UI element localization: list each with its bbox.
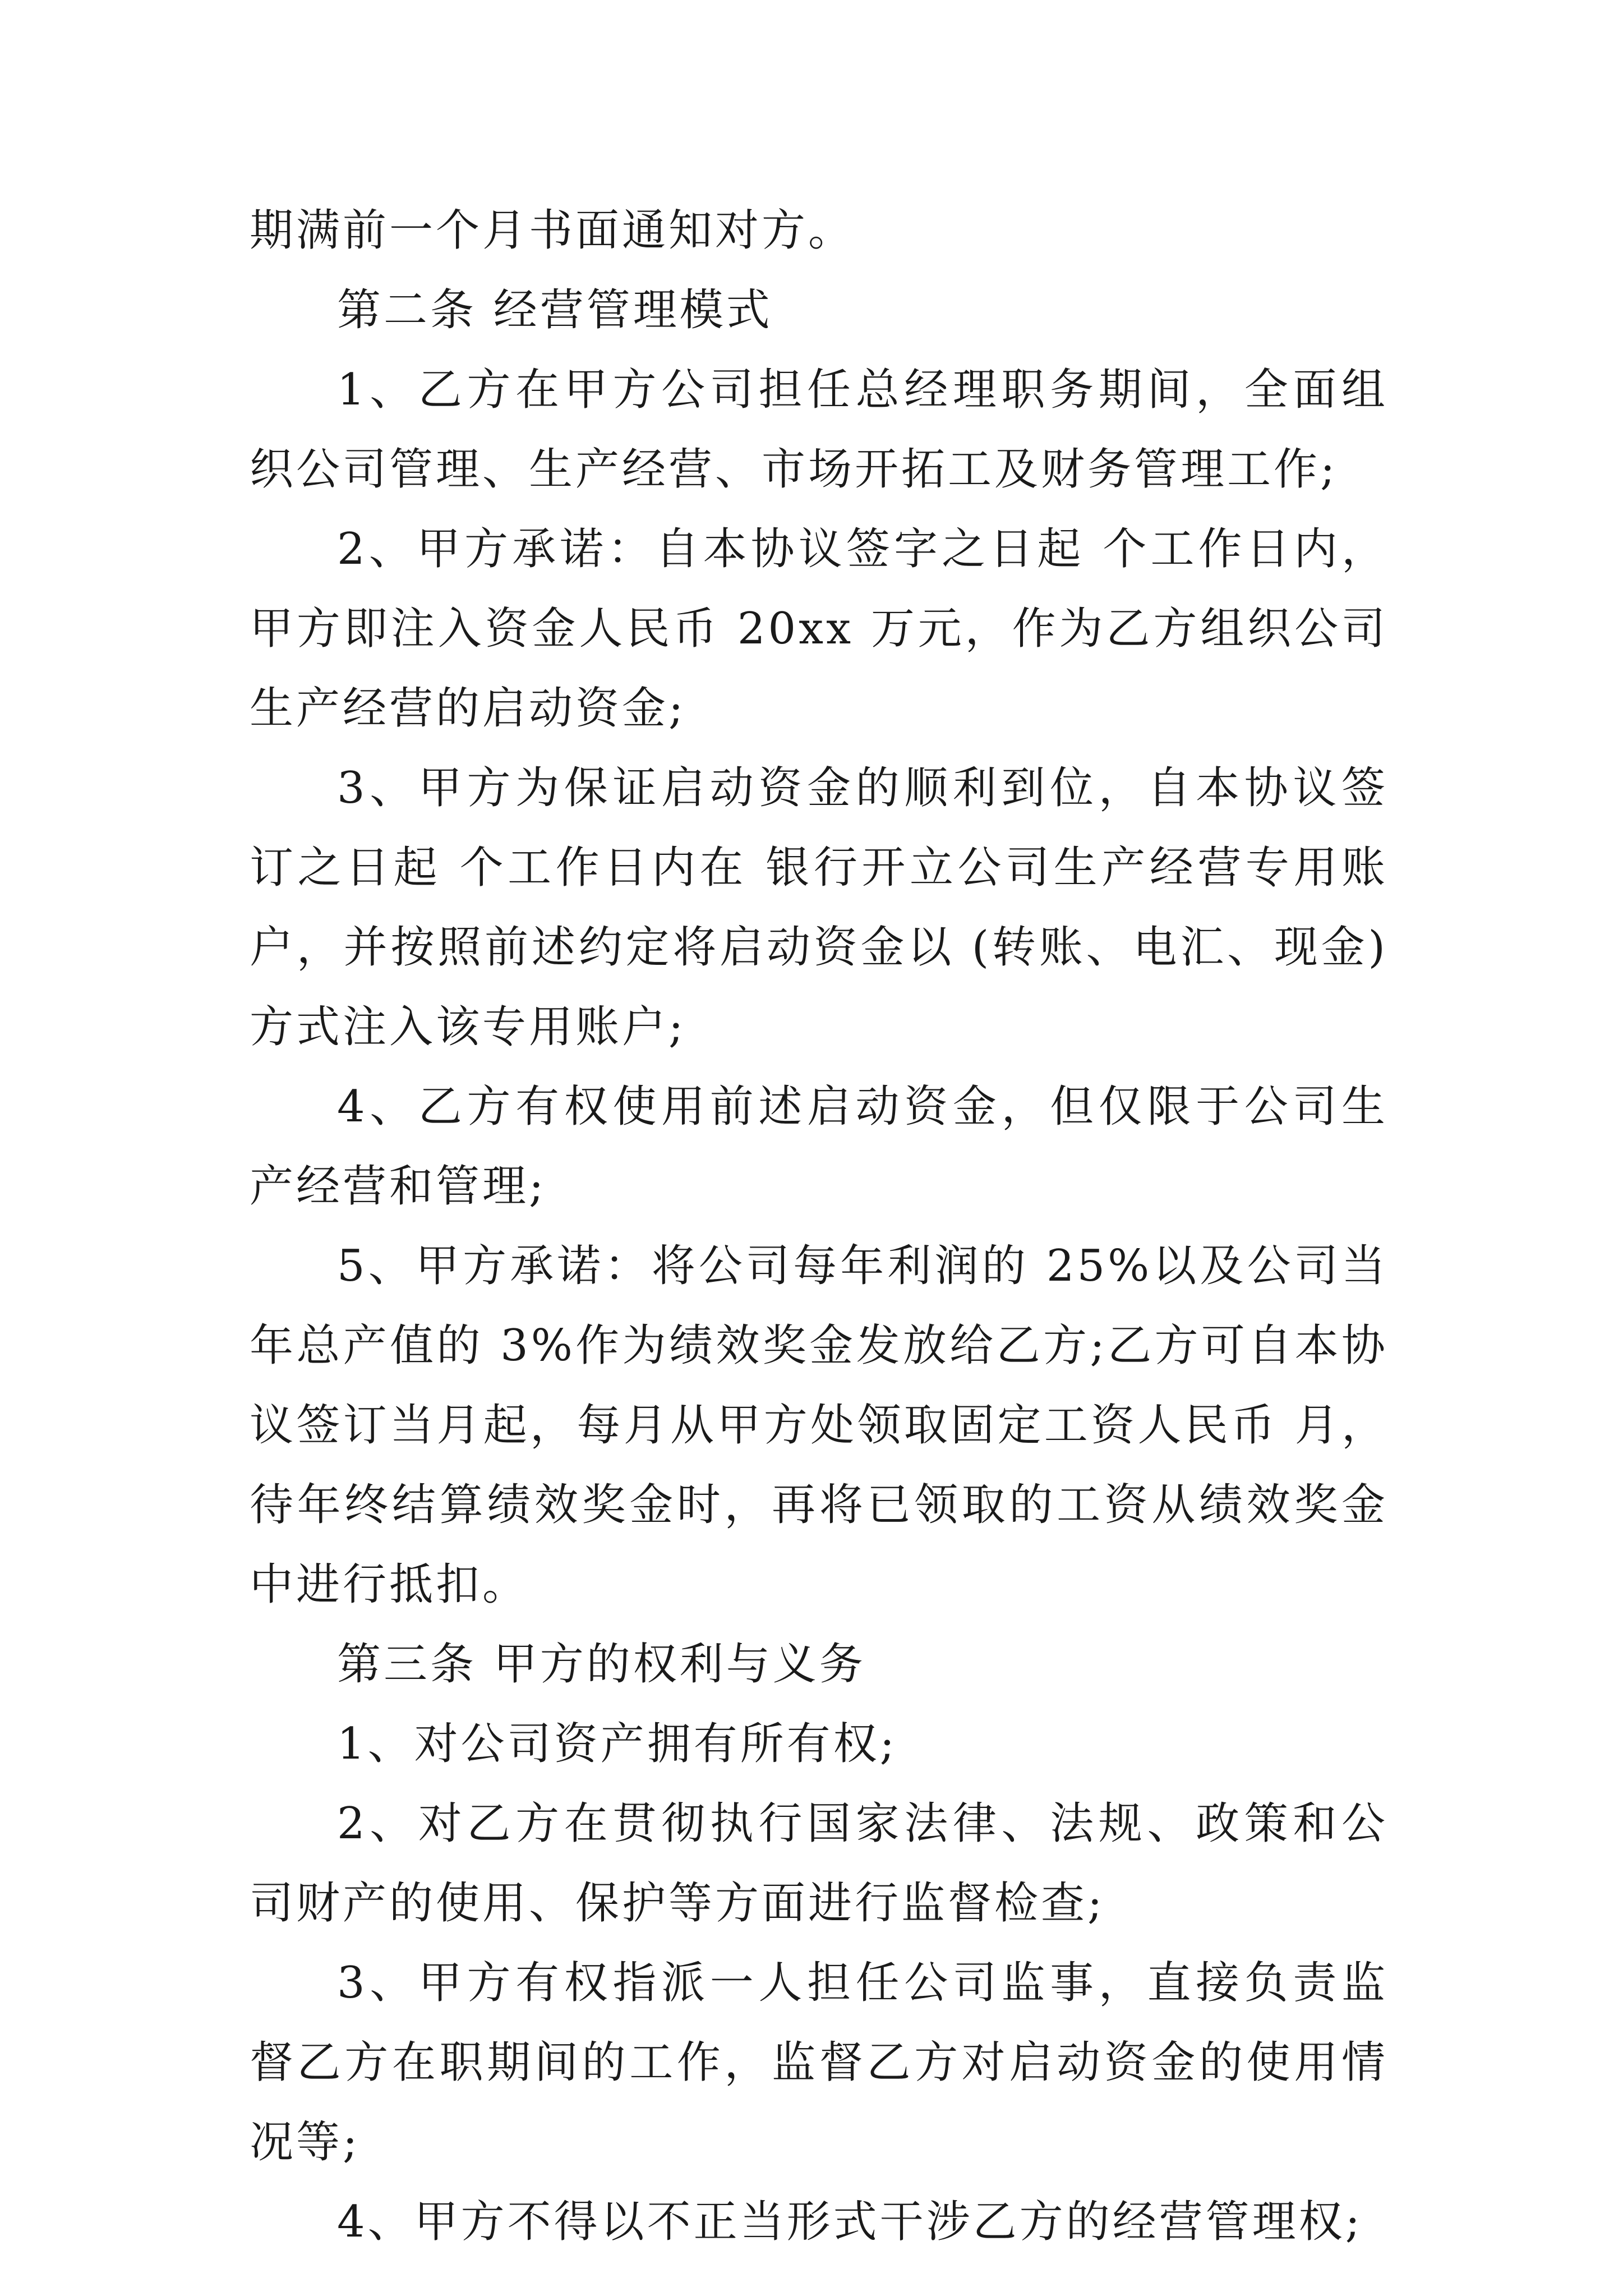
paragraph-5: 4、乙方有权使用前述启动资金，但仅限于公司生产经营和管理; (250, 1082, 1388, 1212)
paragraph-2: 1、乙方在甲方公司担任总经理职务期间，全面组织公司管理、生产经营、市场开拓工及财务管理工作; (250, 365, 1388, 495)
document-body (250, 191, 1388, 2262)
paragraph-0: 期满前一个月书面通知对方。 (250, 205, 855, 256)
paragraph-3: 2、甲方承诺：自本协议签字之日起 个工作日内，甲方即注入资金人民币 20xx 万元，作为乙方组织公司生产经营的启动资金; (250, 524, 1388, 734)
paragraph-11: 4、甲方不得以不正当形式干涉乙方的经营管理权; (337, 2197, 1363, 2247)
section-heading-article-2: 第二条 经营管理模式 (337, 285, 773, 335)
paragraph-10: 3、甲方有权指派一人担任公司监事，直接负责监督乙方在职期间的工作，监督乙方对启动资金的使用情况等; (250, 1958, 1388, 2168)
paragraph-6: 5、甲方承诺：将公司每年利润的 25%以及公司当年总产值的 3%作为绩效奖金发放给乙方;乙方可自本协议签订当月起，每月从甲方处领取固定工资人民币 月，待年终结算绩效奖金时，再将已领取的工资从绩效奖金中进行抵扣。 (250, 1241, 1388, 1610)
paragraph-4: 3、甲方为保证启动资金的顺利到位，自本协议签订之日起 个工作日内在 银行开立公司生产经营专用账户，并按照前述约定将启动资金以 (转账、电汇、现金)方式注入该专用账户; (250, 763, 1388, 1052)
paragraph-9: 2、对乙方在贯彻执行国家法律、法规、政策和公司财产的使用、保护等方面进行监督检查; (250, 1798, 1388, 1929)
section-heading-article-3: 第三条 甲方的权利与义务 (337, 1639, 866, 1690)
paragraph-8: 1、对公司资产拥有所有权; (337, 1719, 897, 1769)
